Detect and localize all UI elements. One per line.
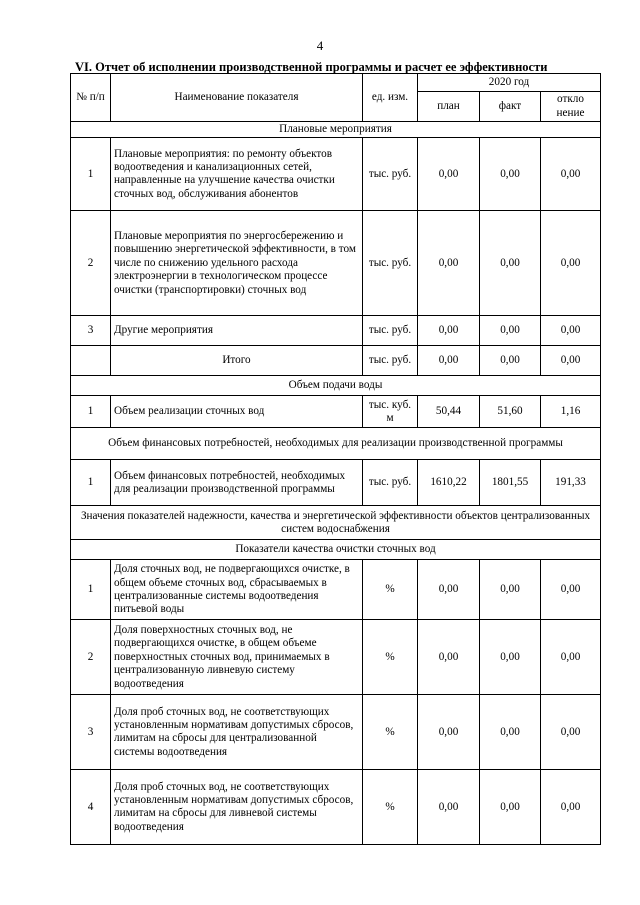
row-plan: 0,00 [418, 211, 480, 316]
row-deviation: 0,00 [541, 211, 601, 316]
total-row [71, 346, 601, 376]
row-deviation: 191,33 [541, 460, 601, 506]
header-unit: ед. изм. [363, 74, 418, 122]
row-fact: 0,00 [480, 346, 541, 376]
header-year: 2020 год [418, 74, 601, 92]
row-name: Доля сточных вод, не подвергающихся очистке, в общем объеме сточных вод, сбрасываемых в централизованные системы водоотведения питьевой воды [111, 560, 363, 620]
row-deviation: 0,00 [541, 138, 601, 211]
row-unit: % [363, 620, 418, 695]
row-plan: 1610,22 [418, 460, 480, 506]
row-num: 4 [71, 770, 111, 845]
row-name: Доля проб сточных вод, не соответствующих установленным нормативам допустимых сбросов, лимитам на сбросы для ливневой системы водоотведения [111, 770, 363, 845]
page-number: 4 [316, 38, 324, 53]
row-deviation: 0,00 [541, 560, 601, 620]
row-name: Плановые мероприятия по энергосбережению и повышению энергетической эффективности, в том числе по снижению удельного расхода электроэнергии в технологическом процессе очистки (транспортировки) сточных вод [111, 211, 363, 316]
row-plan: 0,00 [418, 316, 480, 346]
table-row [71, 460, 601, 506]
row-unit: тыс. руб. [363, 460, 418, 506]
table-row [71, 620, 601, 695]
row-unit: тыс. руб. [363, 346, 418, 376]
section-indicators: Значения показателей надежности, качества и энергетической эффективности объектов централизованных систем водоснабжения [71, 506, 601, 540]
section-row [71, 376, 601, 396]
row-name: Объем финансовых потребностей, необходимых для реализации производственной программы [111, 460, 363, 506]
section-finance: Объем финансовых потребностей, необходимых для реализации производственной программы [71, 428, 601, 460]
row-deviation: 0,00 [541, 316, 601, 346]
row-deviation: 0,00 [541, 620, 601, 695]
row-deviation: 0,00 [541, 695, 601, 770]
section-row [71, 540, 601, 560]
row-plan: 0,00 [418, 560, 480, 620]
row-num: 3 [71, 316, 111, 346]
row-num: 1 [71, 138, 111, 211]
header-deviation: откло нение [541, 92, 601, 122]
header-name: Наименование показателя [111, 74, 363, 122]
row-fact: 1801,55 [480, 460, 541, 506]
row-unit: тыс. руб. [363, 211, 418, 316]
row-name: Доля поверхностных сточных вод, не подвергающихся очистке, в общем объеме поверхностных сточных вод, принимаемых в централизованную ливневую систему водоотведения [111, 620, 363, 695]
section-row [71, 122, 601, 138]
table-row [71, 396, 601, 428]
row-unit: тыс. куб. м [363, 396, 418, 428]
total-label: Итого [111, 346, 363, 376]
table-row [71, 138, 601, 211]
row-fact: 0,00 [480, 620, 541, 695]
row-plan: 0,00 [418, 770, 480, 845]
header-row [71, 74, 601, 92]
row-unit: % [363, 770, 418, 845]
row-fact: 51,60 [480, 396, 541, 428]
row-num: 3 [71, 695, 111, 770]
row-unit: % [363, 695, 418, 770]
row-plan: 0,00 [418, 620, 480, 695]
row-fact: 0,00 [480, 138, 541, 211]
row-name: Плановые мероприятия: по ремонту объектов водоотведения и канализационных сетей, направленные на улучшение качества очистки сточных вод, обслуживания абонентов [111, 138, 363, 211]
row-num: 1 [71, 460, 111, 506]
section-row [71, 506, 601, 540]
header-fact: факт [480, 92, 541, 122]
row-unit: тыс. руб. [363, 138, 418, 211]
row-fact: 0,00 [480, 316, 541, 346]
row-plan: 50,44 [418, 396, 480, 428]
row-num: 1 [71, 396, 111, 428]
row-deviation: 0,00 [541, 346, 601, 376]
row-name: Объем реализации сточных вод [111, 396, 363, 428]
row-num: 1 [71, 560, 111, 620]
section-row [71, 428, 601, 460]
section-volume: Объем подачи воды [71, 376, 601, 396]
table-row [71, 316, 601, 346]
row-unit: % [363, 560, 418, 620]
table-row [71, 211, 601, 316]
row-fact: 0,00 [480, 695, 541, 770]
table-row [71, 695, 601, 770]
table-row [71, 560, 601, 620]
header-plan: план [418, 92, 480, 122]
section-quality: Показатели качества очистки сточных вод [71, 540, 601, 560]
section-planned: Плановые мероприятия [71, 122, 601, 138]
row-deviation: 0,00 [541, 770, 601, 845]
table-row [71, 770, 601, 845]
row-name: Доля проб сточных вод, не соответствующих установленным нормативам допустимых сбросов, лимитам на сбросы для централизованной системы водоотведения [111, 695, 363, 770]
row-plan: 0,00 [418, 695, 480, 770]
row-num: 2 [71, 620, 111, 695]
report-title: VI. Отчет об исполнении производственной программы и расчет ее эффективности [75, 60, 548, 74]
row-name: Другие мероприятия [111, 316, 363, 346]
row-fact: 0,00 [480, 770, 541, 845]
row-unit: тыс. руб. [363, 316, 418, 346]
row-plan: 0,00 [418, 346, 480, 376]
header-num: № п/п [71, 74, 111, 122]
row-fact: 0,00 [480, 560, 541, 620]
row-plan: 0,00 [418, 138, 480, 211]
row-num: 2 [71, 211, 111, 316]
row-deviation: 1,16 [541, 396, 601, 428]
row-num [71, 346, 111, 376]
row-fact: 0,00 [480, 211, 541, 316]
report-table [70, 73, 601, 845]
